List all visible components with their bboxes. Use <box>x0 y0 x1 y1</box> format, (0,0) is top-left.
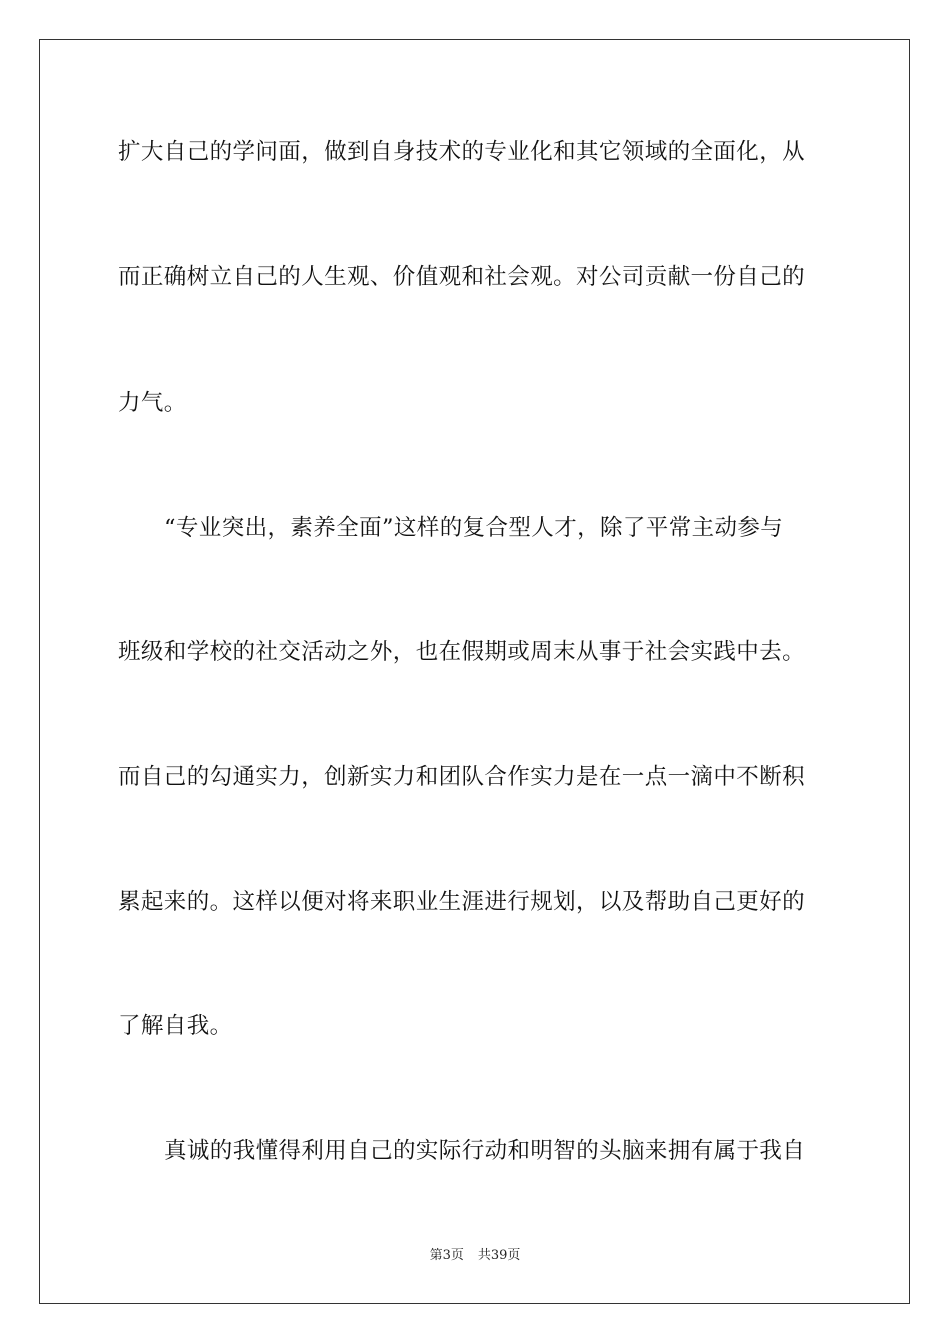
page-border <box>39 39 910 1304</box>
page-total: 共39页 <box>477 1248 521 1263</box>
text-line-9: 真诚的我懂得利用自己的实际行动和明智的头脑来拥有属于我自 <box>164 1138 806 1164</box>
page-number: 第3页 <box>429 1248 464 1263</box>
text-line-8: 了解自我。 <box>118 1013 233 1039</box>
text-line-1: 扩大自己的学问面，做到自身技术的专业化和其它领域的全面化，从 <box>118 139 806 165</box>
text-line-4: “专业突出，素养全面”这样的复合型人才，除了平常主动参与 <box>164 515 784 541</box>
text-line-5: 班级和学校的社交活动之外，也在假期或周末从事于社会实践中去。 <box>118 639 806 665</box>
text-line-6: 而自己的勾通实力，创新实力和团队合作实力是在一点一滴中不断积 <box>118 764 806 790</box>
text-line-3: 力气。 <box>118 390 187 416</box>
text-line-2: 而正确树立自己的人生观、价值观和社会观。对公司贡献一份自己的 <box>118 264 806 290</box>
page-footer <box>0 1247 950 1265</box>
text-line-7: 累起来的。这样以便对将来职业生涯进行规划，以及帮助自己更好的 <box>118 889 806 915</box>
